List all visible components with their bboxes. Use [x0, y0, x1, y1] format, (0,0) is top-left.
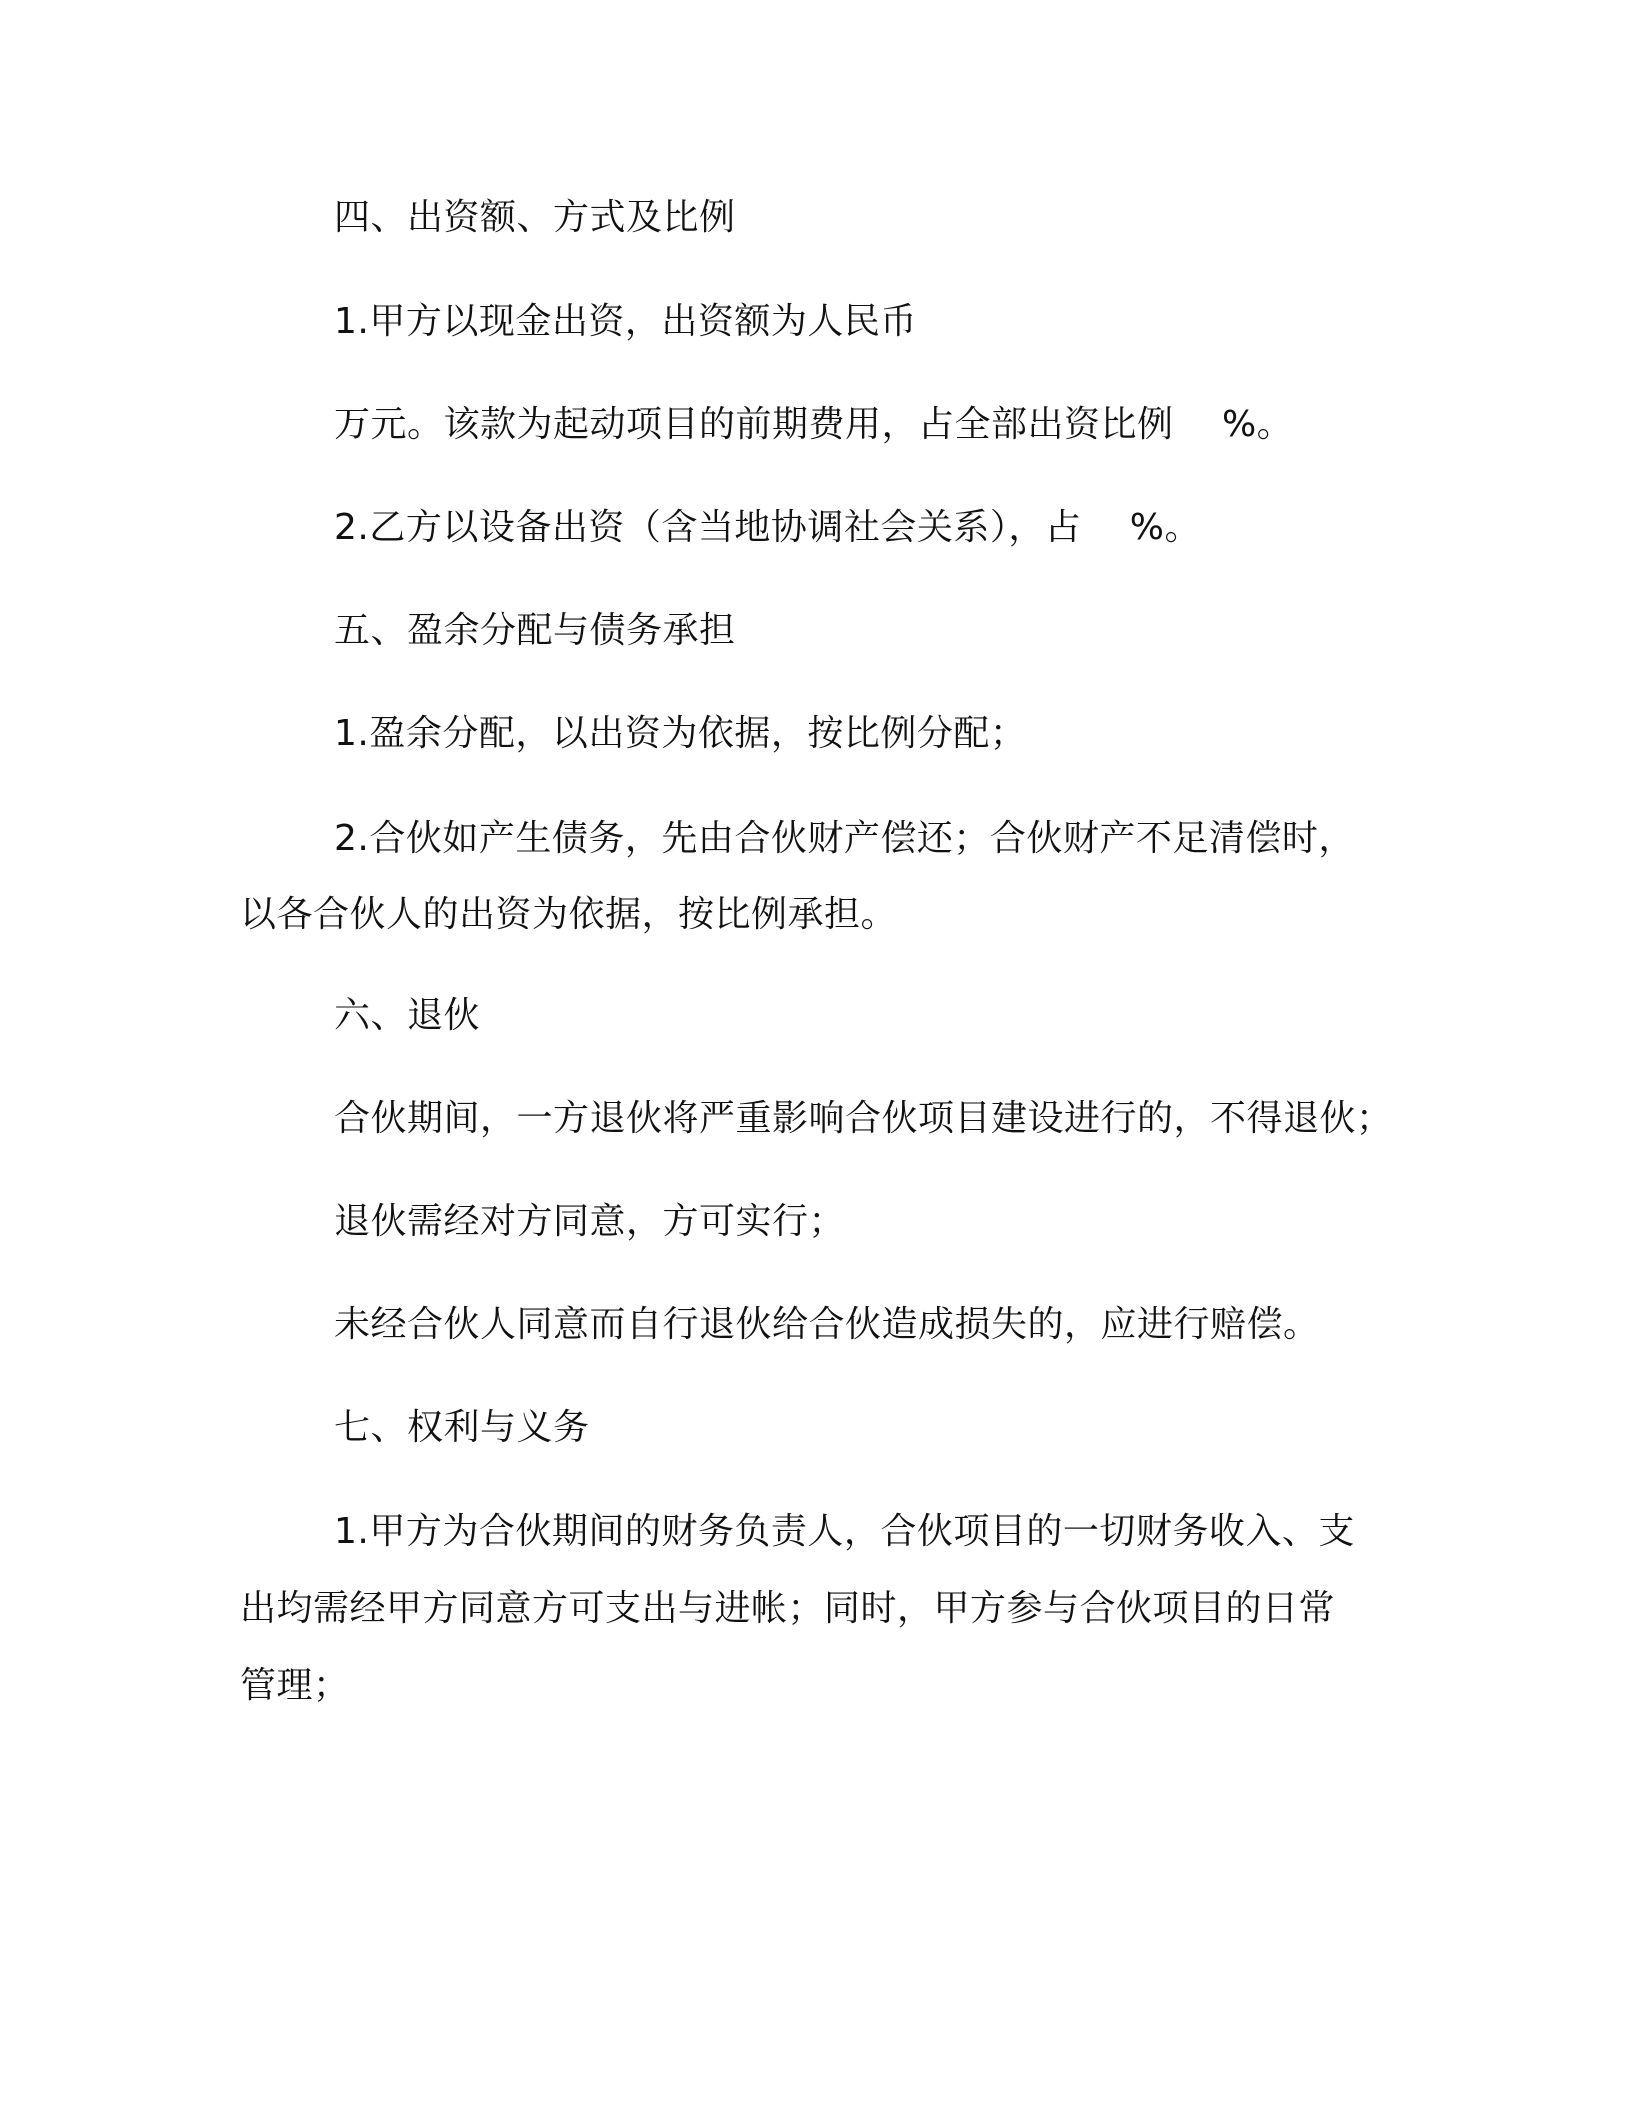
paragraph-line: 以各合伙人的出资为依据，按比例承担。 — [240, 894, 898, 935]
paragraph-line: 1.盈余分配，以出资为依据，按比例分配； — [334, 713, 1027, 754]
paragraph-line: 1.甲方以现金出资，出资额为人民币 — [334, 301, 917, 342]
paragraph-line: 2.合伙如产生债务，先由合伙财产偿还；合伙财产不足清偿时， — [334, 818, 1355, 859]
section-heading-7: 七、权利与义务 — [334, 1407, 590, 1448]
section-heading-4: 四、出资额、方式及比例 — [334, 197, 736, 238]
paragraph-line: 合伙期间，一方退伙将严重影响合伙项目建设进行的，不得退伙； — [334, 1098, 1393, 1139]
section-heading-6: 六、退伙 — [334, 995, 481, 1036]
paragraph-line: 管理； — [240, 1665, 350, 1706]
paragraph-line: 出均需经甲方同意方可支出与进帐；同时，甲方参与合伙项目的日常 — [240, 1588, 1336, 1629]
paragraph-line: 未经合伙人同意而自行退伙给合伙造成损失的，应进行赔偿。 — [334, 1304, 1320, 1345]
paragraph-line: 1.甲方为合伙期间的财务负责人，合伙项目的一切财务收入、支 — [334, 1511, 1355, 1552]
section-heading-5: 五、盈余分配与债务承担 — [334, 610, 736, 651]
paragraph-line: 退伙需经对方同意，方可实行； — [334, 1201, 846, 1242]
paragraph-line: 2.乙方以设备出资（含当地协调社会关系），占 %。 — [334, 507, 1201, 548]
paragraph-line: 万元。该款为起动项目的前期费用，占全部出资比例 %。 — [334, 404, 1294, 445]
